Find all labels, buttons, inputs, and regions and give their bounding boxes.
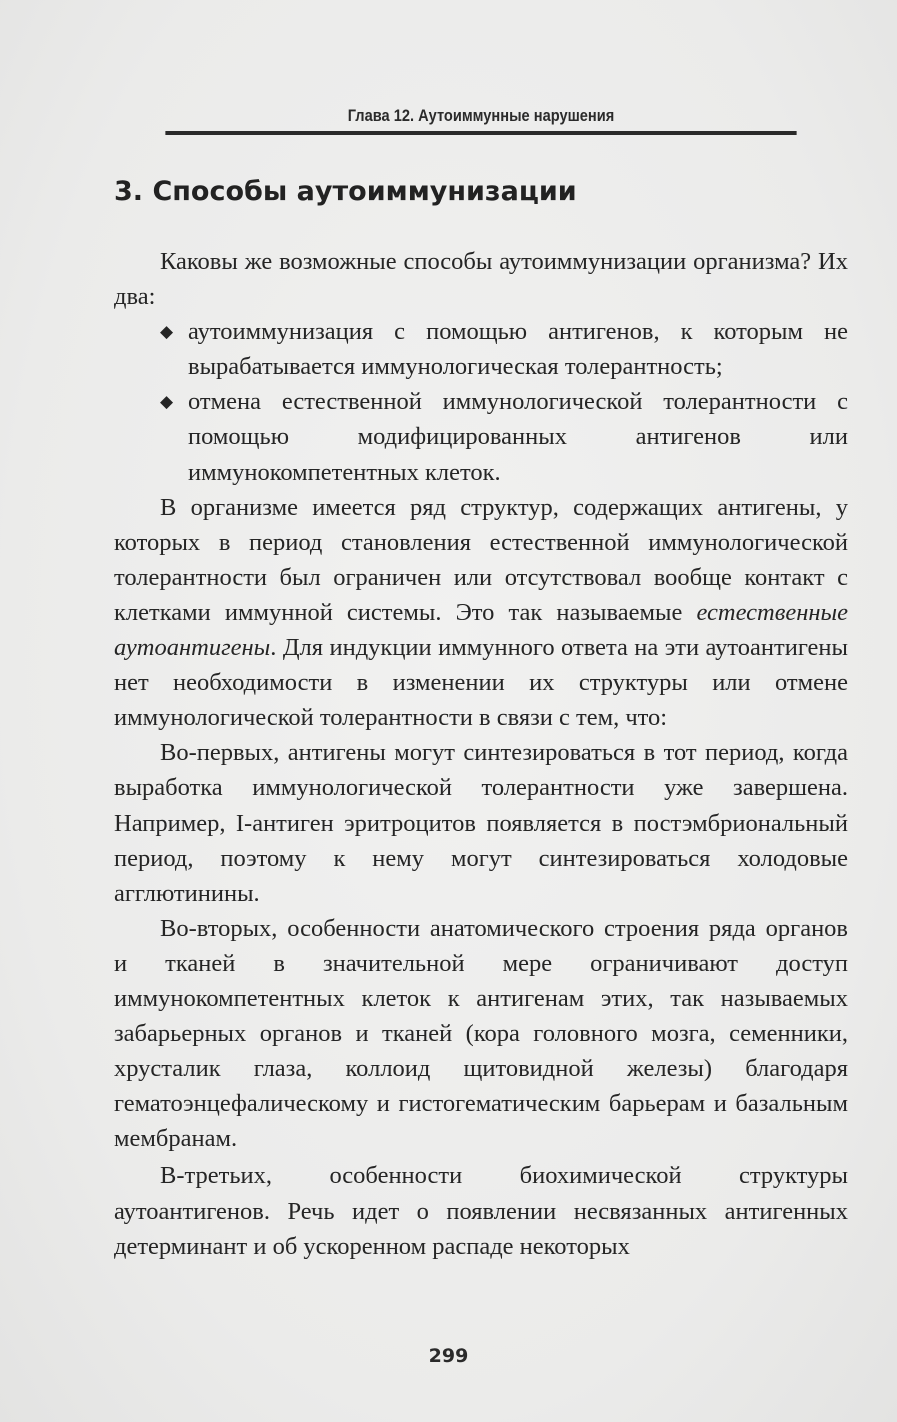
page-number: 299 xyxy=(428,1345,469,1367)
bullet-text: аутоиммунизация с помощью антигенов, к которым не вырабатывается иммунологическая толерантность; xyxy=(188,318,848,381)
paragraph-structures xyxy=(114,490,848,736)
bullet-item xyxy=(160,314,848,384)
paragraph-third-reason: В-третьих, особенности биохимической структуры аутоантигенов. Речь идет о появлении несвязанных антигенных детерминант и об ускоренном распаде некоторых xyxy=(114,1162,848,1260)
paragraph-second-reason: Во-вторых, особенности анатомического строения ряда органов и тканей в значительной мере ограничивают доступ иммунокомпетентных клеток к антигенам этих, так называемых забарьерных органов и тканей (кора головного мозга, семенники, хрусталик глаза, коллоид щитовидной железы) благодаря гематоэнцефалическому и гистогематическим барьерам и базальным мембранам. xyxy=(114,914,848,1153)
bullet-item xyxy=(160,384,848,489)
diamond-bullet-icon: ◆ xyxy=(160,392,174,412)
section-title: 3. Способы аутоиммунизации xyxy=(114,176,577,207)
running-head: Глава 12. Аутоиммунные нарушения xyxy=(165,103,796,135)
body-text xyxy=(114,244,848,1264)
paragraph-text: . Для индукции иммунного ответа на эти аутоантигены нет необходимости в изменении их структуры или отмене иммунологической толерантности в связи с тем, что: xyxy=(114,634,848,732)
diamond-bullet-icon: ◆ xyxy=(160,322,174,342)
intro-paragraph: Каковы же возможные способы аутоиммунизации организма? Их два: xyxy=(114,248,848,311)
bullet-text: отмена естественной иммунологической толерантности с помощью модифицированных антигенов или иммунокомпетентных клеток. xyxy=(188,388,848,486)
paragraph-text: В организме имеется ряд структур, содержащих антигены, у которых в период становления естественной иммунологической толерантности был ограничен или отсутствовал вообще контакт с клетками иммунной системы. Это так называемые xyxy=(114,493,848,626)
emphasized-term: естественные аутоантигены xyxy=(114,598,848,662)
bullet-list xyxy=(114,314,848,489)
paragraph-first-reason: Во-первых, антигены могут синтезироваться в тот период, когда выработка иммунологической толерантности уже завершена. Например, I-антиген эритроцитов появляется в постэмбриональный период, поэтому к нему могут синтезироваться холодовые агглютинины. xyxy=(114,739,848,907)
